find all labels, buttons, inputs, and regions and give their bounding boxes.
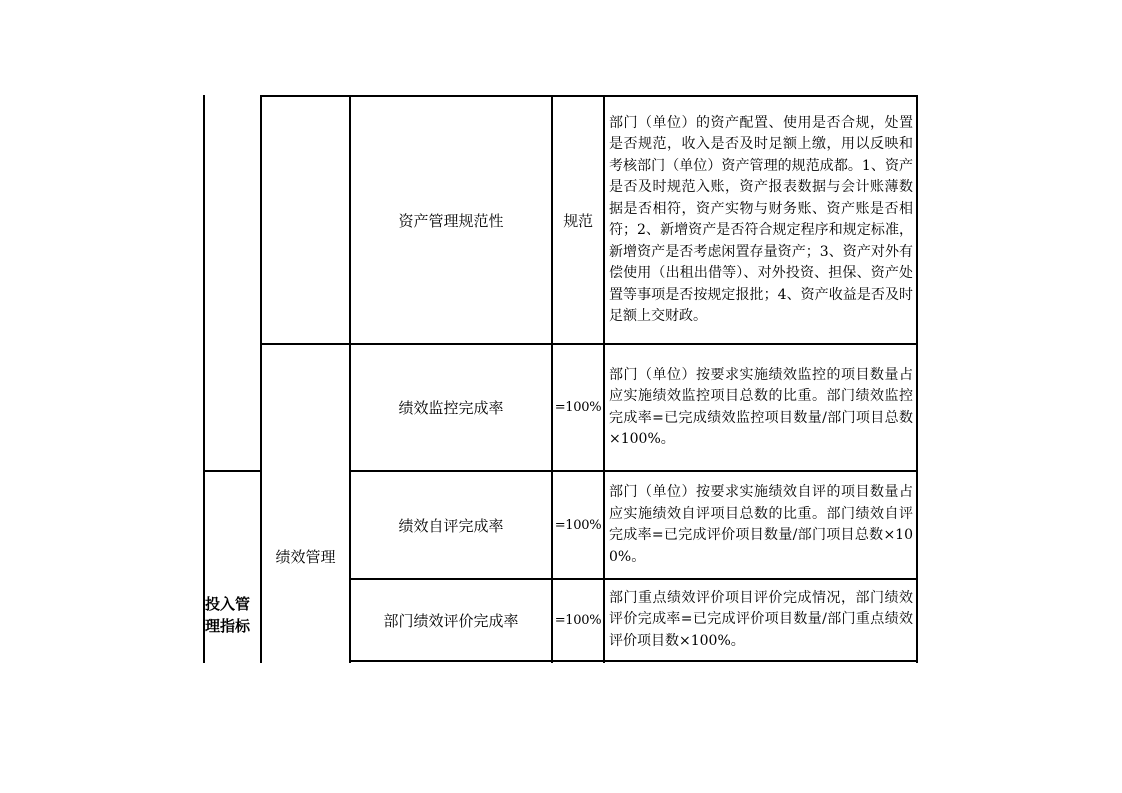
table-row-performance-monitoring bbox=[351, 345, 551, 470]
table-row-self-evaluation bbox=[351, 472, 551, 578]
level2-indicator-label: 绩效管理 bbox=[275, 548, 336, 566]
standard-cell bbox=[553, 472, 603, 578]
indicator-standard: =100% bbox=[554, 517, 602, 533]
indicator-description: 部门（单位）的资产配置、使用是否合规，处置是否规范，收入是否及时足额上缴，用以反映和考核部门（单位）资产管理的规范成都。1、资产是否及时规范入账，资产报表数据与会计账薄数据是否相符，资产实物与财务账、资产账是否相符；2、新增资产是否符合规定程序和规定标准，新增资产是否考虑闲置存量资产；3、资产对外有偿使用（出租出借等）、对外投资、担保、资产处置等事项是否按规定报批；4、资产收益是否及时足额上交财政。 bbox=[609, 114, 913, 324]
description-cell bbox=[605, 580, 916, 660]
table-row-department-evaluation bbox=[351, 580, 551, 660]
indicator-name: 资产管理规范性 bbox=[398, 211, 504, 230]
indicator-description: 部门（单位）按要求实施绩效监控的项目数量占应实施绩效监控项目总数的比重。部门绩效监控完成率=已完成绩效监控项目数量/部门项目总数×100%。 bbox=[609, 366, 913, 447]
indicator-name: 绩效自评完成率 bbox=[398, 516, 504, 535]
description-cell bbox=[605, 97, 916, 343]
table-border-bottom bbox=[349, 660, 918, 662]
indicator-name: 绩效监控完成率 bbox=[398, 399, 504, 417]
indicator-description: 部门重点绩效评价项目评价完成情况，部门绩效评价完成率=已完成评价项目数量/部门重点绩效评价项目数×100%。 bbox=[609, 589, 913, 649]
indicator-description: 部门（单位）按要求实施绩效自评的项目数量占应实施绩效自评项目总数的比重。部门绩效自评完成率=已完成评价项目数量/部门项目总数×100%。 bbox=[609, 484, 913, 565]
indicator-standard: =100% bbox=[554, 612, 602, 628]
description-cell bbox=[605, 345, 916, 470]
level1-indicator-label: 投入管理指标 bbox=[205, 595, 251, 635]
indicator-name: 部门绩效评价完成率 bbox=[383, 611, 519, 630]
table-border-left bbox=[203, 95, 205, 663]
description-cell bbox=[605, 472, 916, 578]
indicator-standard: 规范 bbox=[563, 211, 593, 230]
level2-indicator-cell bbox=[262, 345, 349, 662]
standard-cell bbox=[553, 97, 603, 343]
standard-cell bbox=[553, 580, 603, 660]
indicator-standard: =100% bbox=[554, 400, 602, 415]
table-row-asset-management bbox=[351, 97, 551, 343]
standard-cell bbox=[553, 345, 603, 470]
level1-indicator-cell bbox=[205, 590, 260, 640]
table-border-level1-top bbox=[203, 470, 261, 472]
